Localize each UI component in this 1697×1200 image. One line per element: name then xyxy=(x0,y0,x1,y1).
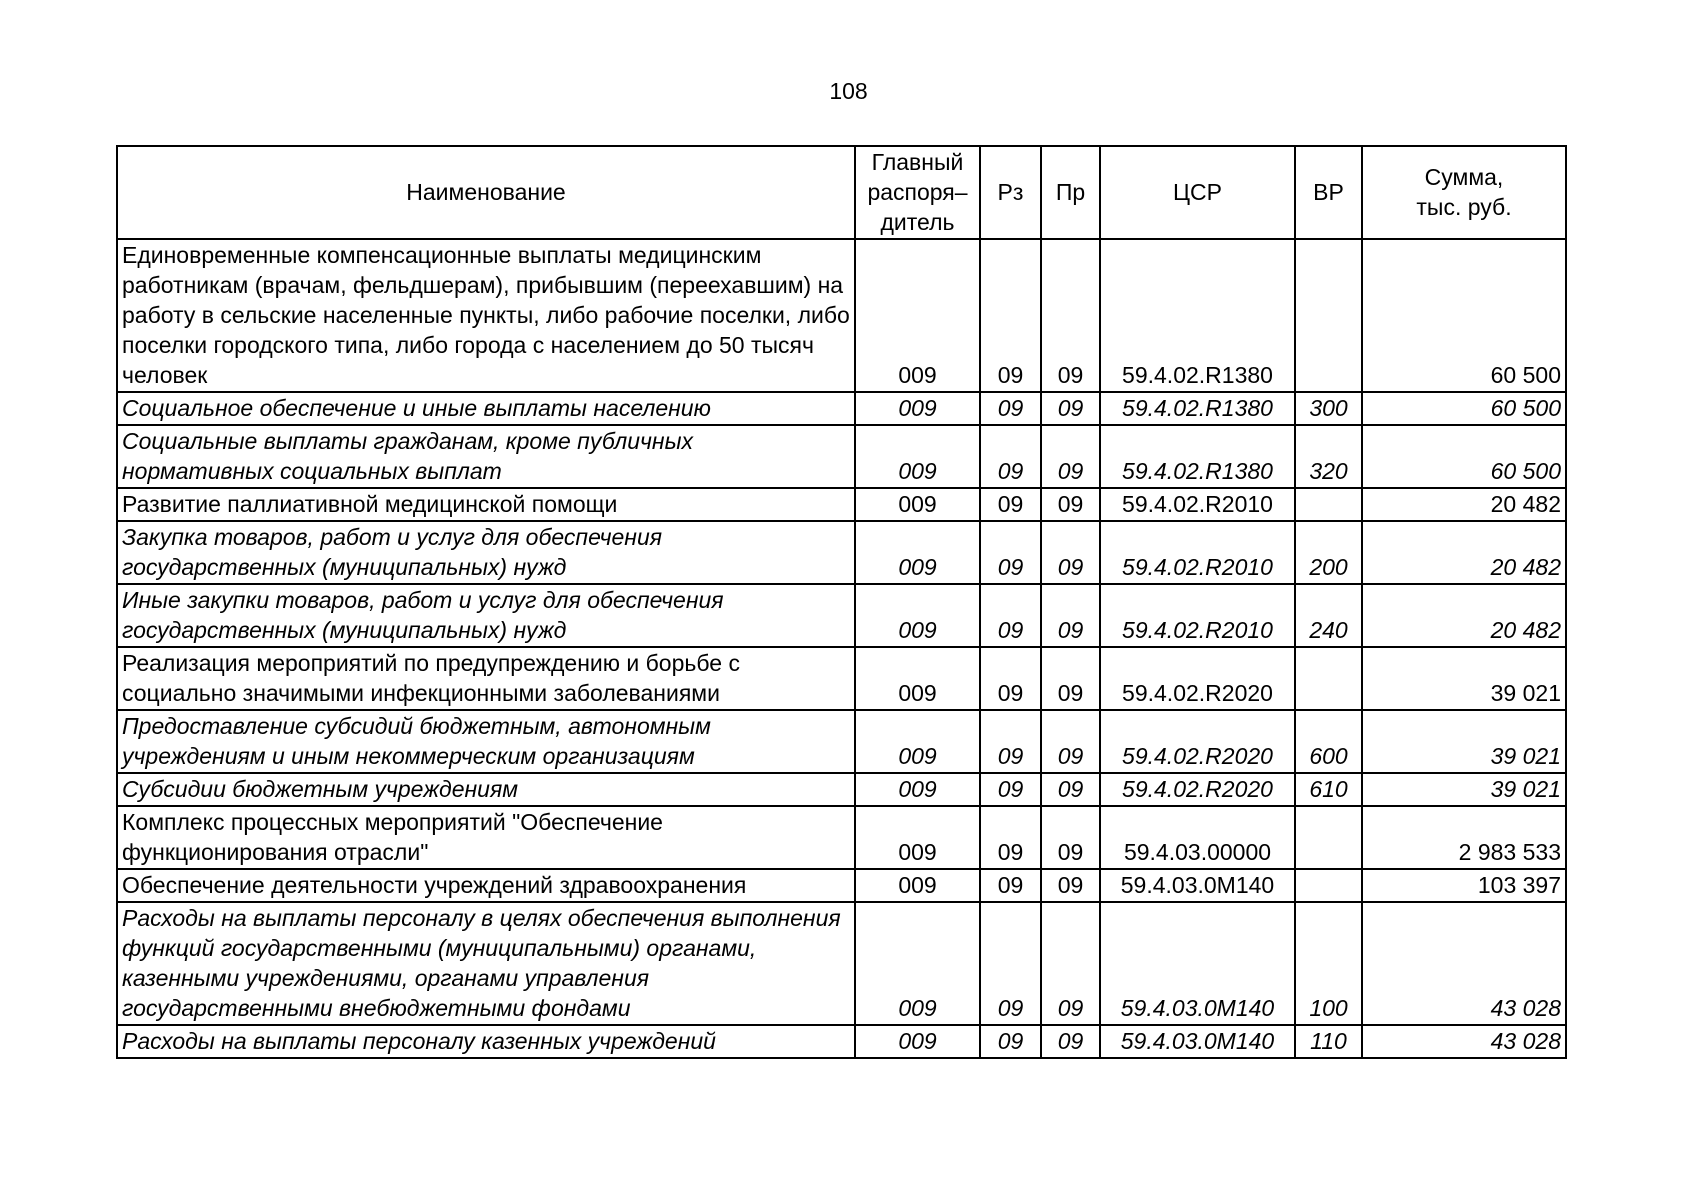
row-vr: 610 xyxy=(1295,773,1362,806)
row-pr: 09 xyxy=(1041,647,1100,710)
row-pr: 09 xyxy=(1041,392,1100,425)
row-csr: 59.4.02.R1380 xyxy=(1100,239,1295,392)
row-sum: 20 482 xyxy=(1362,521,1566,584)
row-sum: 2 983 533 xyxy=(1362,806,1566,869)
row-rz: 09 xyxy=(980,425,1041,488)
row-pr: 09 xyxy=(1041,584,1100,647)
table-row xyxy=(117,869,1566,902)
row-chief-administrator: 009 xyxy=(855,647,980,710)
row-sum: 60 500 xyxy=(1362,239,1566,392)
table-row xyxy=(117,239,1566,392)
row-pr: 09 xyxy=(1041,773,1100,806)
row-csr: 59.4.03.0М140 xyxy=(1100,869,1295,902)
row-vr xyxy=(1295,488,1362,521)
row-csr: 59.4.02.R2010 xyxy=(1100,488,1295,521)
row-csr: 59.4.03.0М140 xyxy=(1100,1025,1295,1058)
header-csr: ЦСР xyxy=(1100,146,1295,239)
row-rz: 09 xyxy=(980,806,1041,869)
row-name: Реализация мероприятий по предупреждению и борьбе с социально значимыми инфекционными заболеваниями xyxy=(117,647,855,710)
row-chief-administrator: 009 xyxy=(855,584,980,647)
row-vr xyxy=(1295,806,1362,869)
row-pr: 09 xyxy=(1041,239,1100,392)
row-sum: 39 021 xyxy=(1362,710,1566,773)
row-sum: 103 397 xyxy=(1362,869,1566,902)
row-vr: 240 xyxy=(1295,584,1362,647)
row-name: Развитие паллиативной медицинской помощи xyxy=(117,488,855,521)
row-name: Иные закупки товаров, работ и услуг для обеспечения государственных (муниципальных) нужд xyxy=(117,584,855,647)
row-chief-administrator: 009 xyxy=(855,392,980,425)
row-name: Предоставление субсидий бюджетным, автономным учреждениям и иным некоммерческим организациям xyxy=(117,710,855,773)
row-csr: 59.4.02.R1380 xyxy=(1100,392,1295,425)
row-pr: 09 xyxy=(1041,425,1100,488)
row-rz: 09 xyxy=(980,1025,1041,1058)
row-chief-administrator: 009 xyxy=(855,521,980,584)
row-sum: 39 021 xyxy=(1362,647,1566,710)
header-chief-line2: распоря– xyxy=(867,179,968,205)
row-chief-administrator: 009 xyxy=(855,773,980,806)
row-pr: 09 xyxy=(1041,710,1100,773)
row-sum: 20 482 xyxy=(1362,584,1566,647)
row-chief-administrator: 009 xyxy=(855,425,980,488)
row-name: Комплекс процессных мероприятий "Обеспечение функционирования отрасли" xyxy=(117,806,855,869)
table-header-row xyxy=(117,146,1566,239)
table-row xyxy=(117,392,1566,425)
row-csr: 59.4.02.R2020 xyxy=(1100,710,1295,773)
row-pr: 09 xyxy=(1041,521,1100,584)
row-rz: 09 xyxy=(980,584,1041,647)
row-pr: 09 xyxy=(1041,1025,1100,1058)
row-vr: 110 xyxy=(1295,1025,1362,1058)
row-vr: 320 xyxy=(1295,425,1362,488)
header-pr: Пр xyxy=(1041,146,1100,239)
row-rz: 09 xyxy=(980,392,1041,425)
row-sum: 39 021 xyxy=(1362,773,1566,806)
row-chief-administrator: 009 xyxy=(855,488,980,521)
page-number: 108 xyxy=(829,78,868,104)
row-rz: 09 xyxy=(980,647,1041,710)
row-csr: 59.4.03.0М140 xyxy=(1100,902,1295,1025)
table-row xyxy=(117,773,1566,806)
row-sum: 60 500 xyxy=(1362,392,1566,425)
row-sum: 43 028 xyxy=(1362,902,1566,1025)
row-pr: 09 xyxy=(1041,488,1100,521)
row-csr: 59.4.02.R2010 xyxy=(1100,521,1295,584)
row-name: Социальные выплаты гражданам, кроме публичных нормативных социальных выплат xyxy=(117,425,855,488)
row-vr xyxy=(1295,647,1362,710)
row-vr xyxy=(1295,869,1362,902)
header-chief-line3: дитель xyxy=(880,209,955,235)
table-row xyxy=(117,1025,1566,1058)
row-vr: 300 xyxy=(1295,392,1362,425)
row-chief-administrator: 009 xyxy=(855,869,980,902)
row-name: Единовременные компенсационные выплаты медицинским работникам (врачам, фельдшерам), прибывшим (переехавшим) на работу в сельские населенные пункты, либо рабочие поселки, либо поселки городского типа, либо города с населением до 50 тысяч человек xyxy=(117,239,855,392)
header-chief-administrator xyxy=(855,146,980,239)
header-sum-line1: Сумма, xyxy=(1424,164,1504,190)
row-csr: 59.4.02.R1380 xyxy=(1100,425,1295,488)
table-row xyxy=(117,584,1566,647)
row-rz: 09 xyxy=(980,488,1041,521)
row-rz: 09 xyxy=(980,521,1041,584)
row-vr: 100 xyxy=(1295,902,1362,1025)
header-sum xyxy=(1362,146,1566,239)
row-csr: 59.4.02.R2010 xyxy=(1100,584,1295,647)
row-vr xyxy=(1295,239,1362,392)
row-chief-administrator: 009 xyxy=(855,239,980,392)
row-name: Закупка товаров, работ и услуг для обеспечения государственных (муниципальных) нужд xyxy=(117,521,855,584)
row-chief-administrator: 009 xyxy=(855,902,980,1025)
row-sum: 60 500 xyxy=(1362,425,1566,488)
table-row xyxy=(117,647,1566,710)
table-row xyxy=(117,710,1566,773)
row-name: Расходы на выплаты персоналу казенных учреждений xyxy=(117,1025,855,1058)
row-vr: 200 xyxy=(1295,521,1362,584)
row-name: Социальное обеспечение и иные выплаты населению xyxy=(117,392,855,425)
row-rz: 09 xyxy=(980,239,1041,392)
budget-table xyxy=(116,145,1567,1059)
table-row xyxy=(117,488,1566,521)
row-sum: 20 482 xyxy=(1362,488,1566,521)
header-vr: ВР xyxy=(1295,146,1362,239)
row-csr: 59.4.02.R2020 xyxy=(1100,773,1295,806)
row-vr: 600 xyxy=(1295,710,1362,773)
row-rz: 09 xyxy=(980,869,1041,902)
row-chief-administrator: 009 xyxy=(855,1025,980,1058)
table-row xyxy=(117,806,1566,869)
row-pr: 09 xyxy=(1041,806,1100,869)
row-sum: 43 028 xyxy=(1362,1025,1566,1058)
header-rz: Рз xyxy=(980,146,1041,239)
row-pr: 09 xyxy=(1041,869,1100,902)
row-name: Обеспечение деятельности учреждений здравоохранения xyxy=(117,869,855,902)
row-name: Субсидии бюджетным учреждениям xyxy=(117,773,855,806)
row-rz: 09 xyxy=(980,902,1041,1025)
row-rz: 09 xyxy=(980,773,1041,806)
row-pr: 09 xyxy=(1041,902,1100,1025)
row-csr: 59.4.03.00000 xyxy=(1100,806,1295,869)
table-row xyxy=(117,425,1566,488)
row-name: Расходы на выплаты персоналу в целях обеспечения выполнения функций государственными (муниципальными) органами, казенными учреждениями, органами управления государственными внебюджетными фондами xyxy=(117,902,855,1025)
row-chief-administrator: 009 xyxy=(855,710,980,773)
header-chief-line1: Главный xyxy=(871,149,964,175)
header-sum-line2: тыс. руб. xyxy=(1416,194,1512,220)
header-name: Наименование xyxy=(117,146,855,239)
row-rz: 09 xyxy=(980,710,1041,773)
row-chief-administrator: 009 xyxy=(855,806,980,869)
row-csr: 59.4.02.R2020 xyxy=(1100,647,1295,710)
table-row xyxy=(117,521,1566,584)
table-row xyxy=(117,902,1566,1025)
